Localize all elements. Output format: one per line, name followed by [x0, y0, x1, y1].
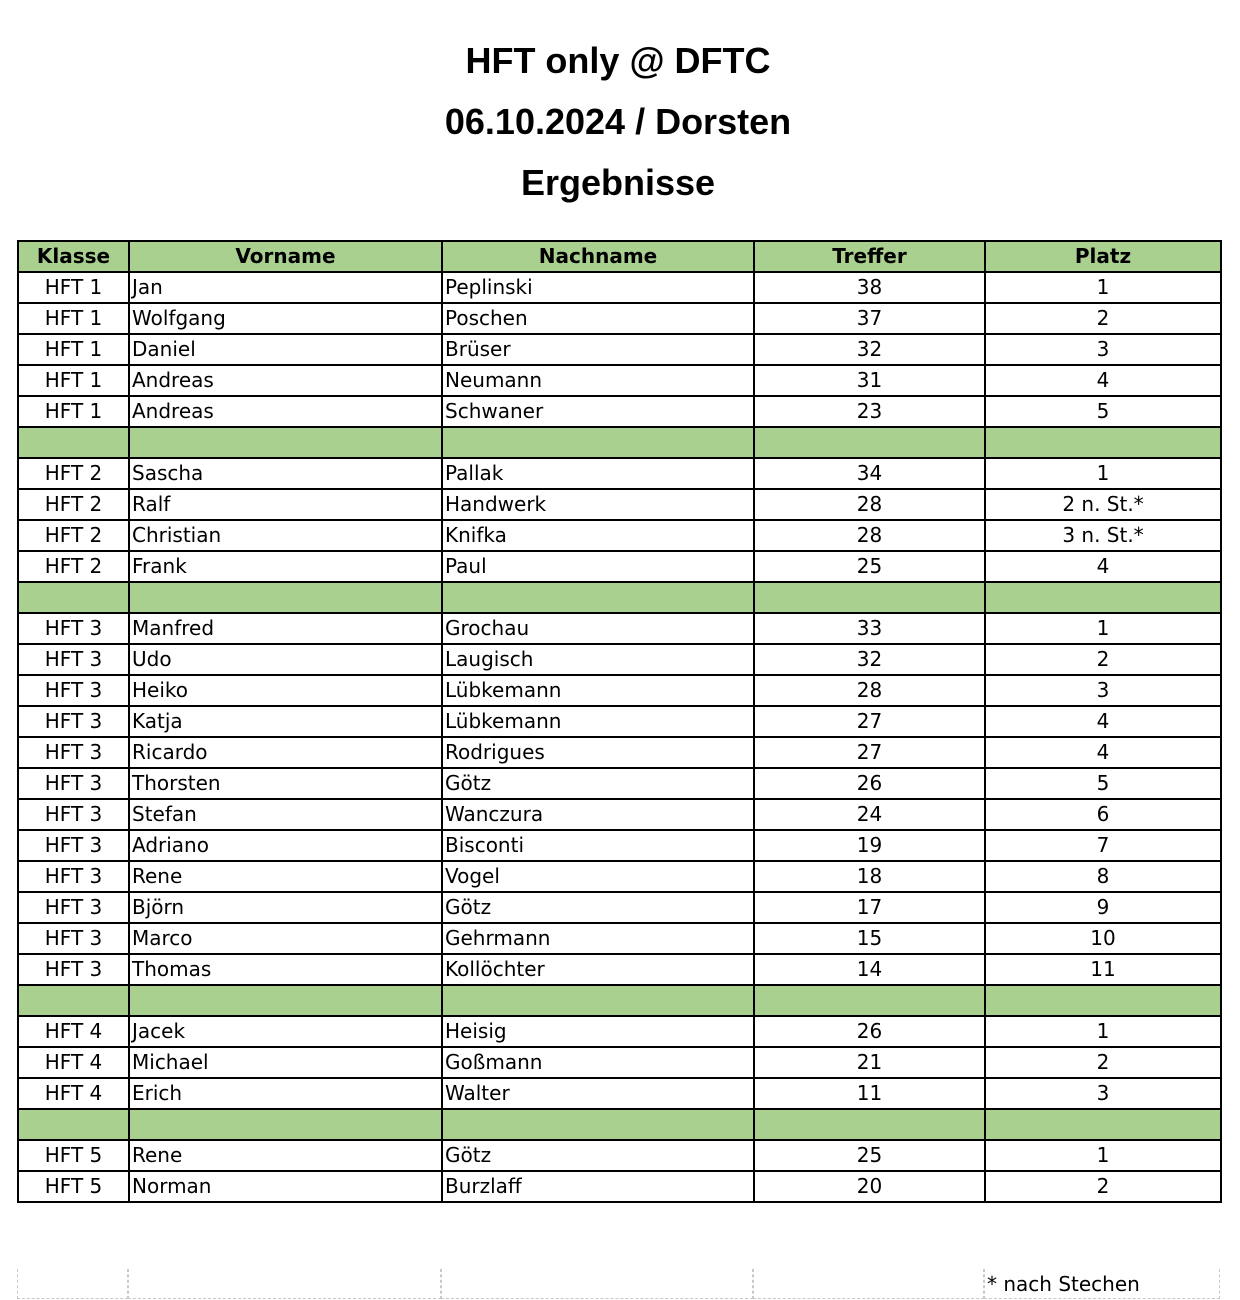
- cell-klasse: HFT 1: [18, 303, 129, 334]
- table-row: [18, 272, 1221, 303]
- cell-klasse: HFT 3: [18, 737, 129, 768]
- cell-vorname: Rene: [129, 1140, 442, 1171]
- cell-klasse: HFT 3: [18, 923, 129, 954]
- cell-platz: 2: [985, 644, 1221, 675]
- cell-klasse: HFT 4: [18, 1047, 129, 1078]
- table-row: [18, 613, 1221, 644]
- cell-klasse: HFT 3: [18, 892, 129, 923]
- table-row: [18, 551, 1221, 582]
- separator-cell: [442, 1109, 754, 1140]
- cell-nachname: Götz: [442, 768, 754, 799]
- table-row: [18, 365, 1221, 396]
- table-row: [18, 954, 1221, 985]
- table-row: [18, 1171, 1221, 1202]
- cell-treffer: 26: [754, 768, 985, 799]
- table-row: [18, 1016, 1221, 1047]
- cell-vorname: Katja: [129, 706, 442, 737]
- cell-klasse: HFT 1: [18, 272, 129, 303]
- cell-vorname: Adriano: [129, 830, 442, 861]
- cell-vorname: Ricardo: [129, 737, 442, 768]
- cell-vorname: Andreas: [129, 365, 442, 396]
- cell-platz: 3: [985, 675, 1221, 706]
- cell-klasse: HFT 3: [18, 706, 129, 737]
- table-row: [18, 892, 1221, 923]
- cell-platz: 10: [985, 923, 1221, 954]
- cell-treffer: 24: [754, 799, 985, 830]
- cell-klasse: HFT 3: [18, 861, 129, 892]
- separator-cell: [18, 427, 129, 458]
- cell-platz: 1: [985, 458, 1221, 489]
- cell-klasse: HFT 2: [18, 489, 129, 520]
- cell-klasse: HFT 1: [18, 365, 129, 396]
- cell-platz: 5: [985, 768, 1221, 799]
- cell-vorname: Jacek: [129, 1016, 442, 1047]
- cell-treffer: 34: [754, 458, 985, 489]
- separator-cell: [985, 985, 1221, 1016]
- cell-nachname: Burzlaff: [442, 1171, 754, 1202]
- separator-cell: [442, 582, 754, 613]
- table-row: [18, 1047, 1221, 1078]
- cell-klasse: HFT 5: [18, 1171, 129, 1202]
- cell-nachname: Paul: [442, 551, 754, 582]
- cell-klasse: HFT 3: [18, 644, 129, 675]
- cell-klasse: HFT 1: [18, 396, 129, 427]
- table-row: [18, 737, 1221, 768]
- cell-treffer: 25: [754, 551, 985, 582]
- cell-nachname: Peplinski: [442, 272, 754, 303]
- cell-treffer: 28: [754, 489, 985, 520]
- document-title: HFT only @ DFTC: [465, 40, 771, 81]
- cell-nachname: Lübkemann: [442, 675, 754, 706]
- separator-cell: [442, 985, 754, 1016]
- column-header-nachname: Nachname: [442, 241, 754, 272]
- cell-treffer: 27: [754, 737, 985, 768]
- cell-nachname: Lübkemann: [442, 706, 754, 737]
- cell-treffer: 38: [754, 272, 985, 303]
- table-row: [18, 1078, 1221, 1109]
- document-header: [0, 36, 1236, 219]
- cell-vorname: Norman: [129, 1171, 442, 1202]
- cell-vorname: Udo: [129, 644, 442, 675]
- cell-vorname: Stefan: [129, 799, 442, 830]
- cell-platz: 11: [985, 954, 1221, 985]
- results-body: [18, 272, 1221, 1202]
- cell-platz: 3: [985, 334, 1221, 365]
- separator-cell: [442, 427, 754, 458]
- cell-treffer: 19: [754, 830, 985, 861]
- results-table: [17, 240, 1222, 1203]
- table-row: [18, 303, 1221, 334]
- results-heading: Ergebnisse: [520, 162, 716, 203]
- cell-nachname: Goßmann: [442, 1047, 754, 1078]
- cell-platz: 2 n. St.*: [985, 489, 1221, 520]
- cell-nachname: Knifka: [442, 520, 754, 551]
- cell-klasse: HFT 1: [18, 334, 129, 365]
- separator-row: [18, 582, 1221, 613]
- separator-cell: [754, 582, 985, 613]
- cell-nachname: Poschen: [442, 303, 754, 334]
- table-row: [18, 675, 1221, 706]
- cell-nachname: Vogel: [442, 861, 754, 892]
- cell-platz: 4: [985, 706, 1221, 737]
- separator-cell: [985, 1109, 1221, 1140]
- cell-treffer: 14: [754, 954, 985, 985]
- footer-cell: [17, 1269, 128, 1299]
- cell-klasse: HFT 4: [18, 1016, 129, 1047]
- cell-nachname: Kollöchter: [442, 954, 754, 985]
- cell-klasse: HFT 3: [18, 768, 129, 799]
- table-row: [18, 489, 1221, 520]
- cell-platz: 7: [985, 830, 1221, 861]
- cell-nachname: Gehrmann: [442, 923, 754, 954]
- separator-cell: [18, 1109, 129, 1140]
- cell-vorname: Ralf: [129, 489, 442, 520]
- cell-vorname: Heiko: [129, 675, 442, 706]
- table-row: [18, 644, 1221, 675]
- cell-nachname: Bisconti: [442, 830, 754, 861]
- cell-treffer: 18: [754, 861, 985, 892]
- separator-cell: [129, 427, 442, 458]
- cell-klasse: HFT 4: [18, 1078, 129, 1109]
- cell-nachname: Brüser: [442, 334, 754, 365]
- cell-treffer: 23: [754, 396, 985, 427]
- cell-platz: 6: [985, 799, 1221, 830]
- cell-vorname: Marco: [129, 923, 442, 954]
- cell-nachname: Laugisch: [442, 644, 754, 675]
- cell-klasse: HFT 5: [18, 1140, 129, 1171]
- cell-platz: 3: [985, 1078, 1221, 1109]
- table-row: [18, 861, 1221, 892]
- cell-treffer: 28: [754, 520, 985, 551]
- cell-platz: 8: [985, 861, 1221, 892]
- cell-nachname: Götz: [442, 892, 754, 923]
- cell-vorname: Rene: [129, 861, 442, 892]
- cell-platz: 1: [985, 272, 1221, 303]
- cell-platz: 5: [985, 396, 1221, 427]
- cell-nachname: Grochau: [442, 613, 754, 644]
- cell-vorname: Andreas: [129, 396, 442, 427]
- separator-cell: [18, 582, 129, 613]
- cell-treffer: 26: [754, 1016, 985, 1047]
- cell-nachname: Walter: [442, 1078, 754, 1109]
- cell-vorname: Jan: [129, 272, 442, 303]
- cell-treffer: 25: [754, 1140, 985, 1171]
- separator-cell: [129, 582, 442, 613]
- cell-platz: 1: [985, 1140, 1221, 1171]
- separator-row: [18, 427, 1221, 458]
- cell-platz: 2: [985, 303, 1221, 334]
- cell-nachname: Handwerk: [442, 489, 754, 520]
- cell-nachname: Pallak: [442, 458, 754, 489]
- separator-cell: [985, 582, 1221, 613]
- cell-platz: 1: [985, 1016, 1221, 1047]
- cell-klasse: HFT 3: [18, 830, 129, 861]
- cell-vorname: Wolfgang: [129, 303, 442, 334]
- table-row: [18, 520, 1221, 551]
- separator-cell: [754, 1109, 985, 1140]
- cell-vorname: Thomas: [129, 954, 442, 985]
- cell-treffer: 27: [754, 706, 985, 737]
- cell-platz: 4: [985, 551, 1221, 582]
- separator-cell: [129, 1109, 442, 1140]
- table-row: [18, 923, 1221, 954]
- table-row: [18, 799, 1221, 830]
- footer-row: [17, 1269, 1220, 1299]
- event-date-location: 06.10.2024 / Dorsten: [444, 101, 792, 142]
- column-header-vorname: Vorname: [129, 241, 442, 272]
- cell-nachname: Wanczura: [442, 799, 754, 830]
- cell-treffer: 15: [754, 923, 985, 954]
- cell-vorname: Björn: [129, 892, 442, 923]
- cell-klasse: HFT 2: [18, 551, 129, 582]
- cell-klasse: HFT 2: [18, 520, 129, 551]
- column-header-treffer: Treffer: [754, 241, 985, 272]
- cell-treffer: 37: [754, 303, 985, 334]
- cell-nachname: Schwaner: [442, 396, 754, 427]
- table-row: [18, 706, 1221, 737]
- cell-treffer: 32: [754, 334, 985, 365]
- cell-vorname: Christian: [129, 520, 442, 551]
- cell-nachname: Götz: [442, 1140, 754, 1171]
- cell-treffer: 21: [754, 1047, 985, 1078]
- cell-klasse: HFT 3: [18, 954, 129, 985]
- cell-platz: 4: [985, 737, 1221, 768]
- cell-klasse: HFT 3: [18, 799, 129, 830]
- footer-cell: [753, 1269, 984, 1299]
- cell-platz: 2: [985, 1171, 1221, 1202]
- cell-nachname: Heisig: [442, 1016, 754, 1047]
- table-row: [18, 1140, 1221, 1171]
- cell-klasse: HFT 3: [18, 613, 129, 644]
- table-row: [18, 830, 1221, 861]
- table-header-row: [18, 241, 1221, 272]
- separator-cell: [754, 427, 985, 458]
- cell-platz: 2: [985, 1047, 1221, 1078]
- cell-vorname: Erich: [129, 1078, 442, 1109]
- cell-klasse: HFT 2: [18, 458, 129, 489]
- table-row: [18, 768, 1221, 799]
- separator-cell: [18, 985, 129, 1016]
- cell-treffer: 31: [754, 365, 985, 396]
- cell-platz: 9: [985, 892, 1221, 923]
- column-header-platz: Platz: [985, 241, 1221, 272]
- cell-treffer: 20: [754, 1171, 985, 1202]
- separator-row: [18, 985, 1221, 1016]
- cell-platz: 3 n. St.*: [985, 520, 1221, 551]
- cell-platz: 1: [985, 613, 1221, 644]
- footer-cell: [128, 1269, 441, 1299]
- cell-treffer: 17: [754, 892, 985, 923]
- cell-vorname: Frank: [129, 551, 442, 582]
- table-row: [18, 334, 1221, 365]
- separator-cell: [985, 427, 1221, 458]
- cell-treffer: 32: [754, 644, 985, 675]
- cell-treffer: 28: [754, 675, 985, 706]
- cell-nachname: Rodrigues: [442, 737, 754, 768]
- separator-cell: [129, 985, 442, 1016]
- cell-nachname: Neumann: [442, 365, 754, 396]
- table-row: [18, 458, 1221, 489]
- cell-vorname: Daniel: [129, 334, 442, 365]
- cell-platz: 4: [985, 365, 1221, 396]
- cell-treffer: 33: [754, 613, 985, 644]
- separator-cell: [754, 985, 985, 1016]
- cell-vorname: Manfred: [129, 613, 442, 644]
- table-row: [18, 396, 1221, 427]
- column-header-klasse: Klasse: [18, 241, 129, 272]
- cell-klasse: HFT 3: [18, 675, 129, 706]
- cell-vorname: Michael: [129, 1047, 442, 1078]
- cell-treffer: 11: [754, 1078, 985, 1109]
- separator-row: [18, 1109, 1221, 1140]
- cell-vorname: Thorsten: [129, 768, 442, 799]
- footnote: * nach Stechen: [984, 1269, 1220, 1299]
- cell-vorname: Sascha: [129, 458, 442, 489]
- footer-cell: [441, 1269, 753, 1299]
